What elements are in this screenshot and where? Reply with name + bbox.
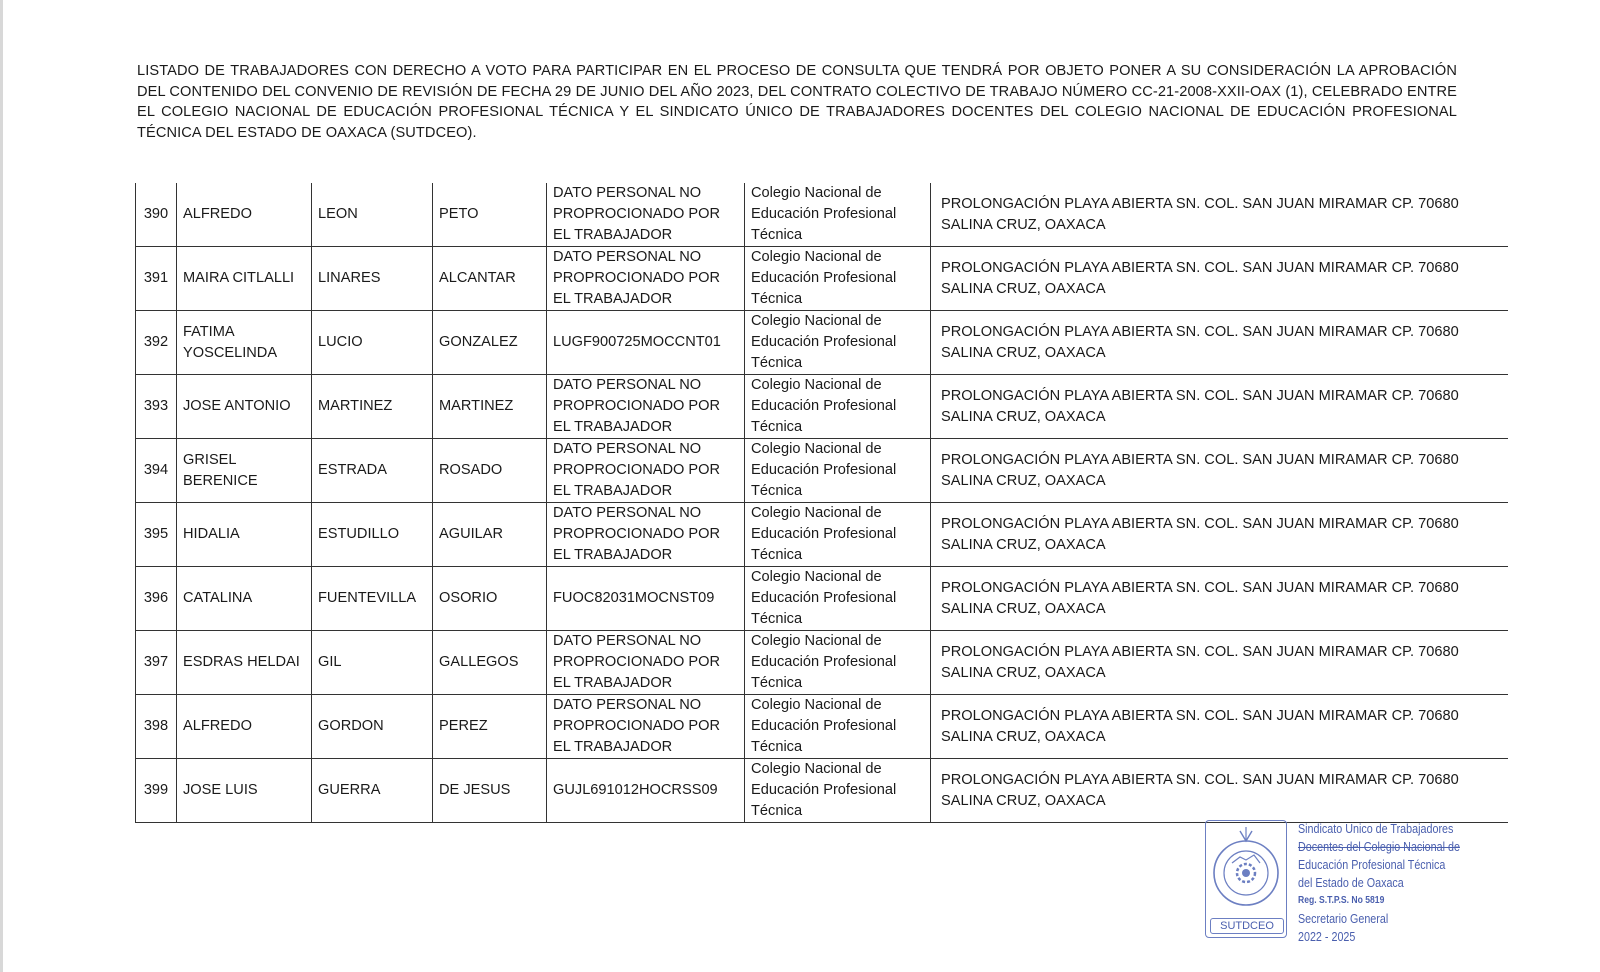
second-surname-cell: GONZALEZ [433, 311, 547, 375]
second-surname-cell: MARTINEZ [433, 375, 547, 439]
address-cell: PROLONGACIÓN PLAYA ABIERTA SN. COL. SAN JUAN MIRAMAR CP. 70680 SALINA CRUZ, OAXACA [931, 503, 1508, 567]
employer-cell: Colegio Nacional de Educación Profesional Técnica [745, 631, 931, 695]
row-number-cell: 390 [136, 183, 177, 247]
address-cell: PROLONGACIÓN PLAYA ABIERTA SN. COL. SAN JUAN MIRAMAR CP. 70680 SALINA CRUZ, OAXACA [931, 439, 1508, 503]
address-cell: PROLONGACIÓN PLAYA ABIERTA SN. COL. SAN JUAN MIRAMAR CP. 70680 SALINA CRUZ, OAXACA [931, 631, 1508, 695]
table-row [136, 183, 1508, 247]
table-row [136, 567, 1508, 631]
first-surname-cell: LEON [312, 183, 433, 247]
curp-cell: DATO PERSONAL NO PROPROCIONADO POR EL TRABAJADOR [547, 503, 745, 567]
curp-cell: GUJL691012HOCRSS09 [547, 759, 745, 823]
curp-cell: FUOC82031MOCNST09 [547, 567, 745, 631]
employer-cell: Colegio Nacional de Educación Profesional Técnica [745, 247, 931, 311]
row-number-cell: 393 [136, 375, 177, 439]
first-surname-cell: FUENTEVILLA [312, 567, 433, 631]
table-row [136, 375, 1508, 439]
row-number-cell: 392 [136, 311, 177, 375]
second-surname-cell: OSORIO [433, 567, 547, 631]
curp-cell: DATO PERSONAL NO PROPROCIONADO POR EL TRABAJADOR [547, 695, 745, 759]
first-name-cell: GRISEL BERENICE [177, 439, 312, 503]
curp-cell: LUGF900725MOCCNT01 [547, 311, 745, 375]
first-name-cell: ALFREDO [177, 695, 312, 759]
first-name-cell: JOSE LUIS [177, 759, 312, 823]
workers-table [135, 183, 1508, 823]
first-surname-cell: GIL [312, 631, 433, 695]
address-cell: PROLONGACIÓN PLAYA ABIERTA SN. COL. SAN JUAN MIRAMAR CP. 70680 SALINA CRUZ, OAXACA [931, 311, 1508, 375]
curp-cell: DATO PERSONAL NO PROPROCIONADO POR EL TRABAJADOR [547, 247, 745, 311]
address-cell: PROLONGACIÓN PLAYA ABIERTA SN. COL. SAN JUAN MIRAMAR CP. 70680 SALINA CRUZ, OAXACA [931, 695, 1508, 759]
address-cell: PROLONGACIÓN PLAYA ABIERTA SN. COL. SAN JUAN MIRAMAR CP. 70680 SALINA CRUZ, OAXACA [931, 567, 1508, 631]
employer-cell: Colegio Nacional de Educación Profesional Técnica [745, 567, 931, 631]
table-row [136, 439, 1508, 503]
curp-cell: DATO PERSONAL NO PROPROCIONADO POR EL TRABAJADOR [547, 439, 745, 503]
address-cell: PROLONGACIÓN PLAYA ABIERTA SN. COL. SAN JUAN MIRAMAR CP. 70680 SALINA CRUZ, OAXACA [931, 375, 1508, 439]
row-number-cell: 396 [136, 567, 177, 631]
seal-acronym: SUTDCEO [1210, 918, 1284, 934]
curp-cell: DATO PERSONAL NO PROPROCIONADO POR EL TRABAJADOR [547, 375, 745, 439]
row-number-cell: 391 [136, 247, 177, 311]
row-number-cell: 399 [136, 759, 177, 823]
employer-cell: Colegio Nacional de Educación Profesional Técnica [745, 503, 931, 567]
row-number-cell: 397 [136, 631, 177, 695]
first-surname-cell: ESTRADA [312, 439, 433, 503]
employer-cell: Colegio Nacional de Educación Profesional Técnica [745, 311, 931, 375]
second-surname-cell: PETO [433, 183, 547, 247]
row-number-cell: 398 [136, 695, 177, 759]
first-surname-cell: GUERRA [312, 759, 433, 823]
first-name-cell: CATALINA [177, 567, 312, 631]
stamp-line-secretary: Secretario General [1298, 912, 1389, 926]
curp-cell: DATO PERSONAL NO PROPROCIONADO POR EL TRABAJADOR [547, 183, 745, 247]
first-name-cell: MAIRA CITLALLI [177, 247, 312, 311]
union-seal [1205, 820, 1287, 938]
first-name-cell: FATIMA YOSCELINDA [177, 311, 312, 375]
address-cell: PROLONGACIÓN PLAYA ABIERTA SN. COL. SAN JUAN MIRAMAR CP. 70680 SALINA CRUZ, OAXACA [931, 247, 1508, 311]
stamp-line-union: Sindicato Unico de Trabajadores [1298, 822, 1454, 836]
row-number-cell: 394 [136, 439, 177, 503]
stamp-line-docentes: Docentes del Colegio Nacional de [1298, 840, 1460, 854]
first-name-cell: ALFREDO [177, 183, 312, 247]
first-name-cell: HIDALIA [177, 503, 312, 567]
employer-cell: Colegio Nacional de Educación Profesional Técnica [745, 759, 931, 823]
document-heading: LISTADO DE TRABAJADORES CON DERECHO A VOTO PARA PARTICIPAR EN EL PROCESO DE CONSULTA QUE TENDRÁ POR OBJETO PONER A SU CONSIDERACIÓN LA APROBACIÓN DEL CONTENIDO DEL CONVENIO DE REVISIÓN DE FECHA 29 DE JUNIO DEL AÑO 2023, DEL CONTRATO COLECTIVO DE TRABAJO NÚMERO CC-21-2008-XXII-OAX (1), CELEBRADO ENTRE EL COLEGIO NACIONAL DE EDUCACIÓN PROFESIONAL TÉCNICA Y EL SINDICATO ÚNICO DE TRABAJADORES DOCENTES DEL COLEGIO NACIONAL DE EDUCACIÓN PROFESIONAL TÉCNICA DEL ESTADO DE OAXACA (SUTDCEO). [137, 63, 1457, 141]
first-name-cell: ESDRAS HELDAI [177, 631, 312, 695]
table-row [136, 631, 1508, 695]
first-surname-cell: LINARES [312, 247, 433, 311]
second-surname-cell: ALCANTAR [433, 247, 547, 311]
employer-cell: Colegio Nacional de Educación Profesional Técnica [745, 375, 931, 439]
employer-cell: Colegio Nacional de Educación Profesional Técnica [745, 439, 931, 503]
employer-cell: Colegio Nacional de Educación Profesional Técnica [745, 695, 931, 759]
curp-cell: DATO PERSONAL NO PROPROCIONADO POR EL TRABAJADOR [547, 631, 745, 695]
second-surname-cell: DE JESUS [433, 759, 547, 823]
stamp-line-state: del Estado de Oaxaca [1298, 876, 1404, 890]
row-number-cell: 395 [136, 503, 177, 567]
seal-emblem-icon [1210, 827, 1282, 915]
first-name-cell: JOSE ANTONIO [177, 375, 312, 439]
workers-table-body [136, 183, 1508, 823]
first-surname-cell: LUCIO [312, 311, 433, 375]
address-cell: PROLONGACIÓN PLAYA ABIERTA SN. COL. SAN JUAN MIRAMAR CP. 70680 SALINA CRUZ, OAXACA [931, 759, 1508, 823]
stamp-line-period: 2022 - 2025 [1298, 930, 1356, 944]
second-surname-cell: AGUILAR [433, 503, 547, 567]
second-surname-cell: PEREZ [433, 695, 547, 759]
second-surname-cell: GALLEGOS [433, 631, 547, 695]
first-surname-cell: ESTUDILLO [312, 503, 433, 567]
employer-cell: Colegio Nacional de Educación Profesional Técnica [745, 183, 931, 247]
second-surname-cell: ROSADO [433, 439, 547, 503]
stamp-line-registry: Reg. S.T.P.S. No 5819 [1298, 895, 1385, 906]
address-cell: PROLONGACIÓN PLAYA ABIERTA SN. COL. SAN JUAN MIRAMAR CP. 70680 SALINA CRUZ, OAXACA [931, 183, 1508, 247]
table-row [136, 247, 1508, 311]
table-row [136, 759, 1508, 823]
table-row [136, 311, 1508, 375]
first-surname-cell: MARTINEZ [312, 375, 433, 439]
table-row [136, 695, 1508, 759]
page-edge [0, 0, 3, 972]
table-row [136, 503, 1508, 567]
union-stamp-text [1298, 820, 1498, 946]
first-surname-cell: GORDON [312, 695, 433, 759]
stamp-line-education: Educación Profesional Técnica [1298, 858, 1446, 872]
